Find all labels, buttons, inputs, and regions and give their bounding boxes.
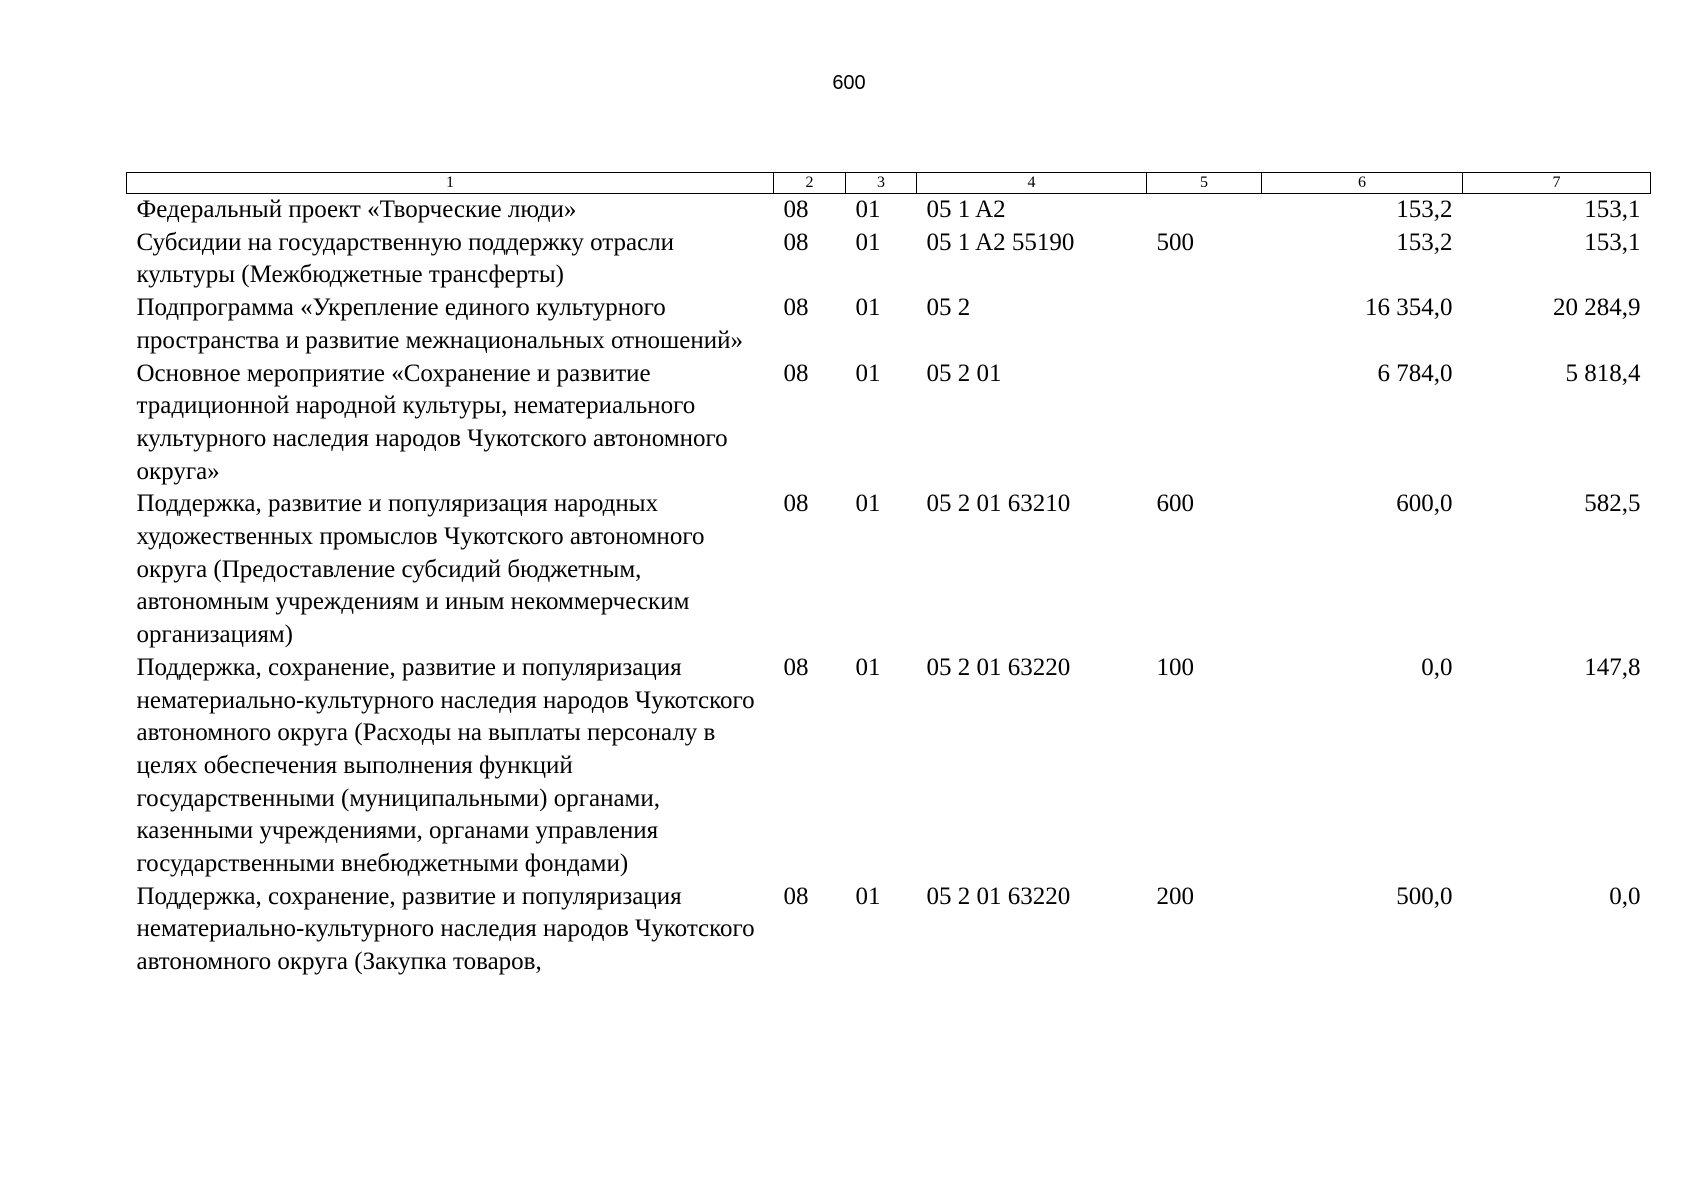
row-expense-type [1147,194,1262,227]
column-header-6: 6 [1262,173,1463,194]
row-name: Основное мероприятие «Сохранение и развитие традиционной народной культуры, нематериального культурного наследия народов Чукотского автономного округа» [136,359,728,485]
table-row [127,881,1651,979]
column-header-3: 3 [846,173,917,194]
row-value-6: 600,0 [1396,490,1453,518]
row-value-7: 153,1 [1584,228,1641,256]
table-row [127,227,1651,292]
row-target-code: 05 2 01 [926,359,1002,387]
row-subsection: 01 [855,294,881,322]
row-value-6: 16 354,0 [1365,294,1453,322]
column-header-7: 7 [1463,173,1651,194]
row-expense-type: 500 [1156,228,1194,256]
table-row [127,292,1651,357]
column-header-2: 2 [774,173,846,194]
table-header [127,173,1651,194]
row-expense-type: 600 [1156,490,1194,518]
row-subsection: 01 [855,653,881,681]
row-target-code: 05 1 A2 55190 [926,228,1075,256]
row-value-6: 500,0 [1396,882,1453,910]
header-row [127,173,1651,194]
row-value-6: 153,2 [1396,196,1453,223]
row-target-code: 05 2 01 63220 [926,653,1071,681]
row-subsection: 01 [855,196,881,223]
row-value-7: 5 818,4 [1565,359,1641,387]
row-section: 08 [783,882,809,910]
row-name: Федеральный проект «Творческие люди» [136,196,577,223]
row-section: 08 [783,359,809,387]
budget-table [126,172,1651,979]
row-target-code: 05 2 [926,294,971,322]
row-target-code: 05 2 01 63220 [926,882,1071,910]
row-section: 08 [783,490,809,518]
row-subsection: 01 [855,359,881,387]
row-section: 08 [783,653,809,681]
row-name: Поддержка, сохранение, развитие и популяризация нематериально-культурного наследия народов Чукотского автономного округа (Закупка товаров, [136,882,755,976]
column-header-4: 4 [917,173,1147,194]
row-value-7: 153,1 [1584,196,1641,223]
table-row [127,652,1651,881]
column-header-1: 1 [127,173,774,194]
row-value-6: 0,0 [1421,653,1453,681]
row-section: 08 [783,228,809,256]
row-value-6: 6 784,0 [1377,359,1453,387]
row-section: 08 [783,196,809,223]
row-name: Субсидии на государственную поддержку отрасли культуры (Межбюджетные трансферты) [136,228,675,289]
row-name: Поддержка, развитие и популяризация народных художественных промыслов Чукотского автономного округа (Предоставление субсидий бюджетным, автономным учреждениям и иным некоммерческим организациям) [136,490,705,649]
row-expense-type [1147,358,1262,489]
row-target-code: 05 1 A2 [926,196,1006,223]
row-value-6: 153,2 [1396,228,1453,256]
row-target-code: 05 2 01 63210 [926,490,1071,518]
table-row [127,488,1651,652]
row-subsection: 01 [855,228,881,256]
row-value-7: 0,0 [1609,882,1641,910]
row-value-7: 20 284,9 [1553,294,1641,322]
row-subsection: 01 [855,882,881,910]
row-expense-type: 100 [1156,653,1194,681]
page-number: 600 [832,72,866,94]
column-header-5: 5 [1147,173,1262,194]
row-name: Поддержка, сохранение, развитие и популяризация нематериально-культурного наследия народов Чукотского автономного округа (Расходы на выплаты персоналу в целях обеспечения выполнения функций государственными (муниципальными) органами, казенными учреждениями, органами управления государственными внебюджетными фондами) [136,653,755,878]
row-value-7: 147,8 [1584,653,1641,681]
row-expense-type [1147,292,1262,357]
row-name: Подпрограмма «Укрепление единого культурного пространства и развитие межнациональных отношений» [136,294,743,354]
table-row [127,194,1651,227]
table-row [127,358,1651,489]
row-section: 08 [783,294,809,322]
row-expense-type: 200 [1156,882,1194,910]
row-subsection: 01 [855,490,881,518]
row-value-7: 582,5 [1584,490,1641,518]
table-body [127,194,1651,979]
